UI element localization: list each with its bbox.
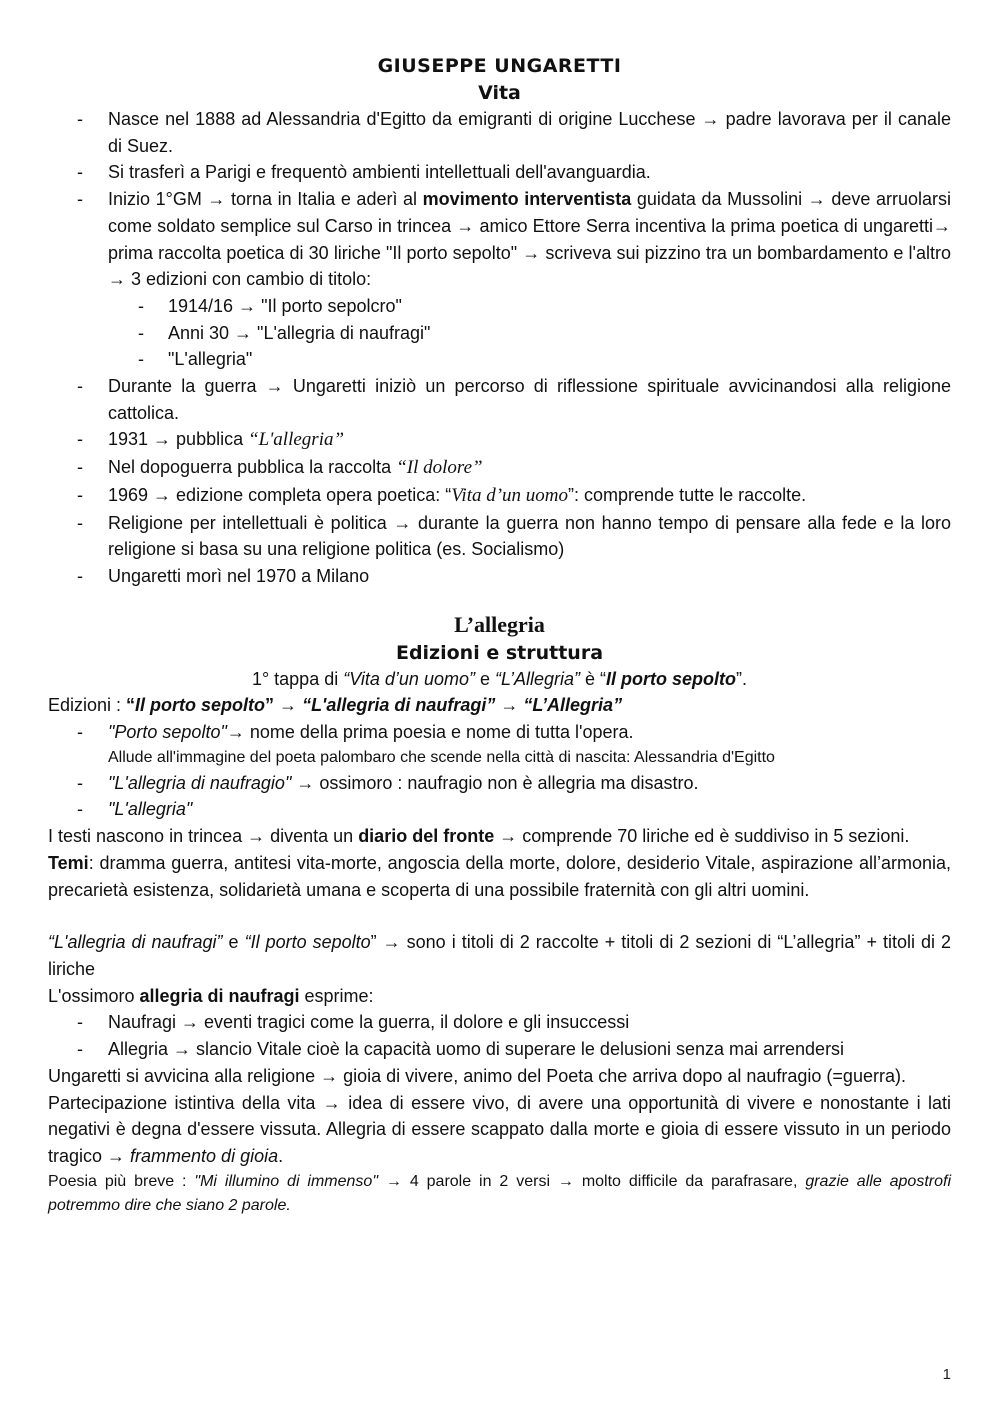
document-page [48,52,951,1218]
list-item: - "L'allegria" [48,346,951,373]
list-item: - Nasce nel 1888 ad Alessandria d'Egitto da emigranti di origine Lucchese → padre lavorava per il canale di Suez. [48,106,951,159]
section-heading-vita: Vita [478,82,521,104]
partecipazione-paragraph: Partecipazione istintiva della vita → idea di essere vivo, di avere una opportunità di vivere e nonostante i lati negativi è degna d'essere vissuta. Allegria di essere scappato dalla morte e gioia di essere vissuto in un periodo tragico → frammento di gioia. [48,1092,951,1166]
list-item: - 1969 → edizione completa opera poetica: “Vita d’un uomo”: comprende tutte le raccolte. [48,482,951,510]
edizioni-list-continued [48,770,951,823]
ossimoro-list [48,1009,951,1062]
list-item: - Si trasferì a Parigi e frequentò ambienti intellettuali dell'avanguardia. [48,159,951,186]
section-heading-allegria: L’allegria [454,611,545,637]
list-item: - Nel dopoguerra pubblica la raccolta “Il dolore” [48,454,951,482]
temi-paragraph: Temi: dramma guerra, antitesi vita-morte, angoscia della morte, dolore, desiderio Vitale, aspirazione all’armonia, precarietà esistenza, solidarietà umana e scoperta di una possibile fraternità con gli altri uomini. [48,852,951,900]
list-item: - Durante la guerra → Ungaretti iniziò un percorso di riflessione spirituale avvicinandosi alla religione cattolica. [48,373,951,426]
list-item: - Naufragi → eventi tragici come la guerra, il dolore e gli insuccessi [48,1009,951,1036]
list-item: - 1914/16 → "Il porto sepolcro" [48,293,951,320]
page-title: GIUSEPPE UNGARETTI [377,55,622,77]
edition-note: Allude all'immagine del poeta palombaro che scende nella città di nascita: Alessandria d'Egitto [108,748,775,766]
list-item: - Ungaretti morì nel 1970 a Milano [48,563,951,590]
list-item: - Religione per intellettuali è politica → durante la guerra non hanno tempo di pensare alla fede e la loro religione si basa su una religione politica (es. Socialismo) [48,510,951,563]
bold-term: movimento interventista [422,189,632,210]
editions-sublist [48,293,951,373]
titoli-paragraph: “L'allegria di naufragi” e “Il porto sepolto” → sono i titoli di 2 raccolte + titoli di 2 sezioni di “L’allegria” + titoli di 2 liriche [48,932,952,979]
list-item: - "L'allegria" [48,796,951,823]
testi-paragraph: I testi nascono in trincea → diventa un diario del fronte → comprende 70 liriche ed è suddiviso in 5 sezioni. [48,826,910,847]
list-item: - Allegria → slancio Vitale cioè la capacità uomo di superare le delusioni senza mai arrendersi [48,1036,951,1063]
edizioni-list [48,719,951,746]
ossimoro-line: L'ossimoro allegria di naufragi esprime: [48,985,374,1006]
list-item: - Anni 30 → "L'allegria di naufragi" [48,320,951,347]
list-item: - "L'allegria di naufragio" → ossimoro : naufragio non è allegria ma disastro. [48,770,951,797]
subsection-heading: Edizioni e struttura [395,641,604,664]
religione-paragraph: Ungaretti si avvicina alla religione → gioia di vivere, animo del Poeta che arriva dopo al naufragio (=guerra). [48,1065,906,1086]
edizioni-line: Edizioni : “Il porto sepolto” → “L'allegria di naufragi” → “L’Allegria” [48,695,623,716]
intro-line: 1° tappa di “Vita d’un uomo” e “L’Allegria” è “Il porto sepolto”. [251,668,748,689]
list-item: - "Porto sepolto"→ nome della prima poesia e nome di tutta l'opera. [48,719,951,746]
list-item: - 1931 → pubblica “L'allegria” [48,426,951,454]
list-item: - Inizio 1°GM → torna in Italia e aderì al movimento interventista guidata da Mussolini → deve arruolarsi come soldato semplice sul Carso in trincea → amico Ettore Serra incentiva la prima poetica di ungaretti→ prima raccolta poetica di 30 liriche "Il porto sepolto" → scriveva sui pizzino tra un bombardamento e l'altro → 3 edizioni con cambio di titolo: - 1914/16 → "Il porto sepolcro" - Anni 30 → "L'allegria di naufragi" - "L'allegria" [48,186,951,373]
vita-list [48,106,951,590]
page-number: 1 [942,1366,951,1383]
poesia-paragraph: Poesia più breve : "Mi illumino di immenso" → 4 parole in 2 versi → molto difficile da parafrasare, grazie alle apostrofi potremmo dire che siano 2 parole. [48,1172,951,1214]
